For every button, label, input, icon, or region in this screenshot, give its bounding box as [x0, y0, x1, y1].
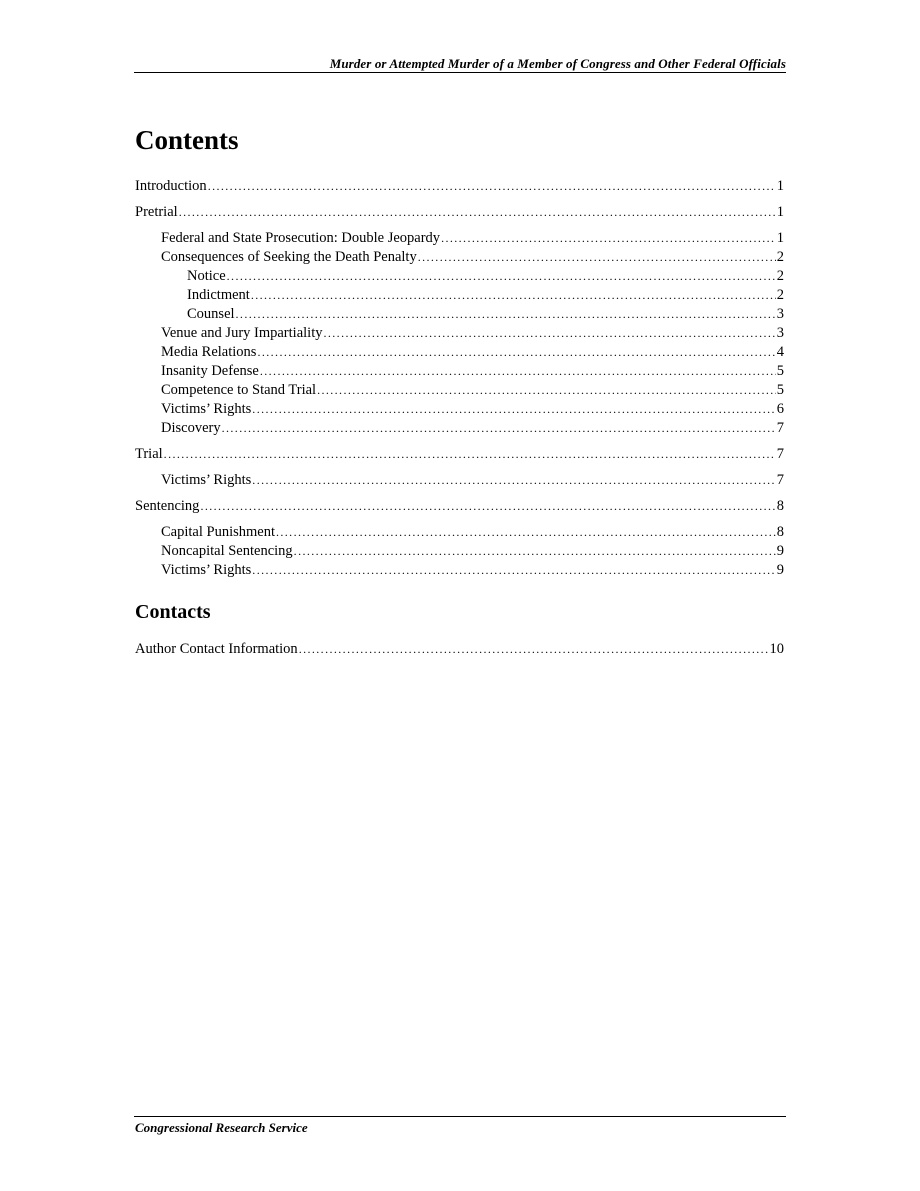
dot-leader: [418, 248, 776, 267]
toc-entry-label: Discovery: [161, 420, 221, 436]
dot-leader: [252, 471, 775, 490]
toc-page-number: 1: [776, 230, 784, 246]
toc-entry-noncapital-sentencing[interactable]: [135, 542, 784, 561]
toc-entry-media-relations[interactable]: [135, 343, 784, 362]
toc-page-number: 5: [776, 363, 784, 379]
dot-leader: [222, 419, 776, 438]
toc-page-number: 7: [776, 420, 784, 436]
toc-page-number: 9: [776, 562, 784, 578]
toc-page-number: 10: [769, 641, 784, 657]
contents-heading: Contents: [135, 125, 239, 155]
toc-entry-label: Victims’ Rights: [161, 401, 252, 417]
toc-page-number: 2: [776, 268, 784, 284]
dot-leader: [299, 640, 769, 659]
table-of-contents: [135, 177, 784, 580]
toc-entry-competence[interactable]: [135, 381, 784, 400]
dot-leader: [441, 229, 776, 248]
toc-entry-trial[interactable]: [135, 445, 784, 464]
toc-page-number: 4: [776, 344, 784, 360]
toc-entry-label: Author Contact Information: [135, 641, 298, 657]
toc-entry-label: Competence to Stand Trial: [161, 382, 317, 398]
dot-leader: [276, 523, 776, 542]
toc-page-number: 3: [776, 325, 784, 341]
dot-leader: [251, 286, 776, 305]
toc-entry-victims-rights-trial[interactable]: [135, 471, 784, 490]
toc-page-number: 8: [776, 524, 784, 540]
toc-entry-victims-rights-pretrial[interactable]: [135, 400, 784, 419]
running-footer: Congressional Research Service: [135, 1120, 308, 1135]
toc-entry-label: Insanity Defense: [161, 363, 259, 379]
toc-page-number: 2: [776, 287, 784, 303]
toc-entry-indictment[interactable]: [135, 286, 784, 305]
toc-entry-label: Consequences of Seeking the Death Penalty: [161, 249, 417, 265]
toc-entry-label: Introduction: [135, 178, 207, 194]
toc-page-number: 5: [776, 382, 784, 398]
dot-leader: [200, 497, 775, 516]
toc-entry-pretrial[interactable]: [135, 203, 784, 222]
toc-entry-label: Venue and Jury Impartiality: [161, 325, 323, 341]
toc-page-number: 8: [776, 498, 784, 514]
toc-page-number: 6: [776, 401, 784, 417]
toc-entry-counsel[interactable]: [135, 305, 784, 324]
toc-entry-label: Federal and State Prosecution: Double Jeopardy: [161, 230, 441, 246]
dot-leader: [294, 542, 776, 561]
toc-entry-discovery[interactable]: [135, 419, 784, 438]
dot-leader: [227, 267, 776, 286]
toc-entry-introduction[interactable]: [135, 177, 784, 196]
dot-leader: [179, 203, 776, 222]
header-rule: [134, 72, 786, 73]
running-header: Murder or Attempted Murder of a Member of Congress and Other Federal Officials: [329, 56, 786, 71]
toc-page-number: 2: [776, 249, 784, 265]
toc-entry-victims-rights-sentencing[interactable]: [135, 561, 784, 580]
toc-entry-label: Indictment: [187, 287, 250, 303]
toc-page-number: 1: [776, 178, 784, 194]
toc-entry-label: Sentencing: [135, 498, 200, 514]
dot-leader: [164, 445, 776, 464]
toc-entry-label: Noncapital Sentencing: [161, 543, 293, 559]
contacts-list: [135, 640, 784, 659]
toc-page-number: 3: [776, 306, 784, 322]
footer-rule: [134, 1116, 786, 1117]
contacts-heading: Contacts: [135, 601, 211, 623]
toc-page-number: 7: [776, 446, 784, 462]
toc-page-number: 1: [776, 204, 784, 220]
toc-entry-label: Victims’ Rights: [161, 562, 252, 578]
toc-entry-notice[interactable]: [135, 267, 784, 286]
toc-entry-insanity-defense[interactable]: [135, 362, 784, 381]
toc-entry-capital-punishment[interactable]: [135, 523, 784, 542]
toc-entry-label: Notice: [187, 268, 226, 284]
toc-entry-double-jeopardy[interactable]: [135, 229, 784, 248]
toc-page-number: 7: [776, 472, 784, 488]
toc-entry-venue-jury[interactable]: [135, 324, 784, 343]
toc-entry-label: Media Relations: [161, 344, 257, 360]
toc-entry-label: Trial: [135, 446, 163, 462]
toc-entry-label: Capital Punishment: [161, 524, 275, 540]
toc-page-number: 9: [776, 543, 784, 559]
dot-leader: [208, 177, 776, 196]
dot-leader: [252, 561, 775, 580]
toc-entry-label: Counsel: [187, 306, 235, 322]
toc-entry-label: Victims’ Rights: [161, 472, 252, 488]
dot-leader: [252, 400, 775, 419]
dot-leader: [317, 381, 776, 400]
dot-leader: [257, 343, 775, 362]
dot-leader: [236, 305, 776, 324]
dot-leader: [323, 324, 775, 343]
toc-entry-label: Pretrial: [135, 204, 178, 220]
dot-leader: [260, 362, 776, 381]
toc-entry-sentencing[interactable]: [135, 497, 784, 516]
toc-entry-author-contact[interactable]: [135, 640, 784, 659]
toc-entry-death-penalty[interactable]: [135, 248, 784, 267]
